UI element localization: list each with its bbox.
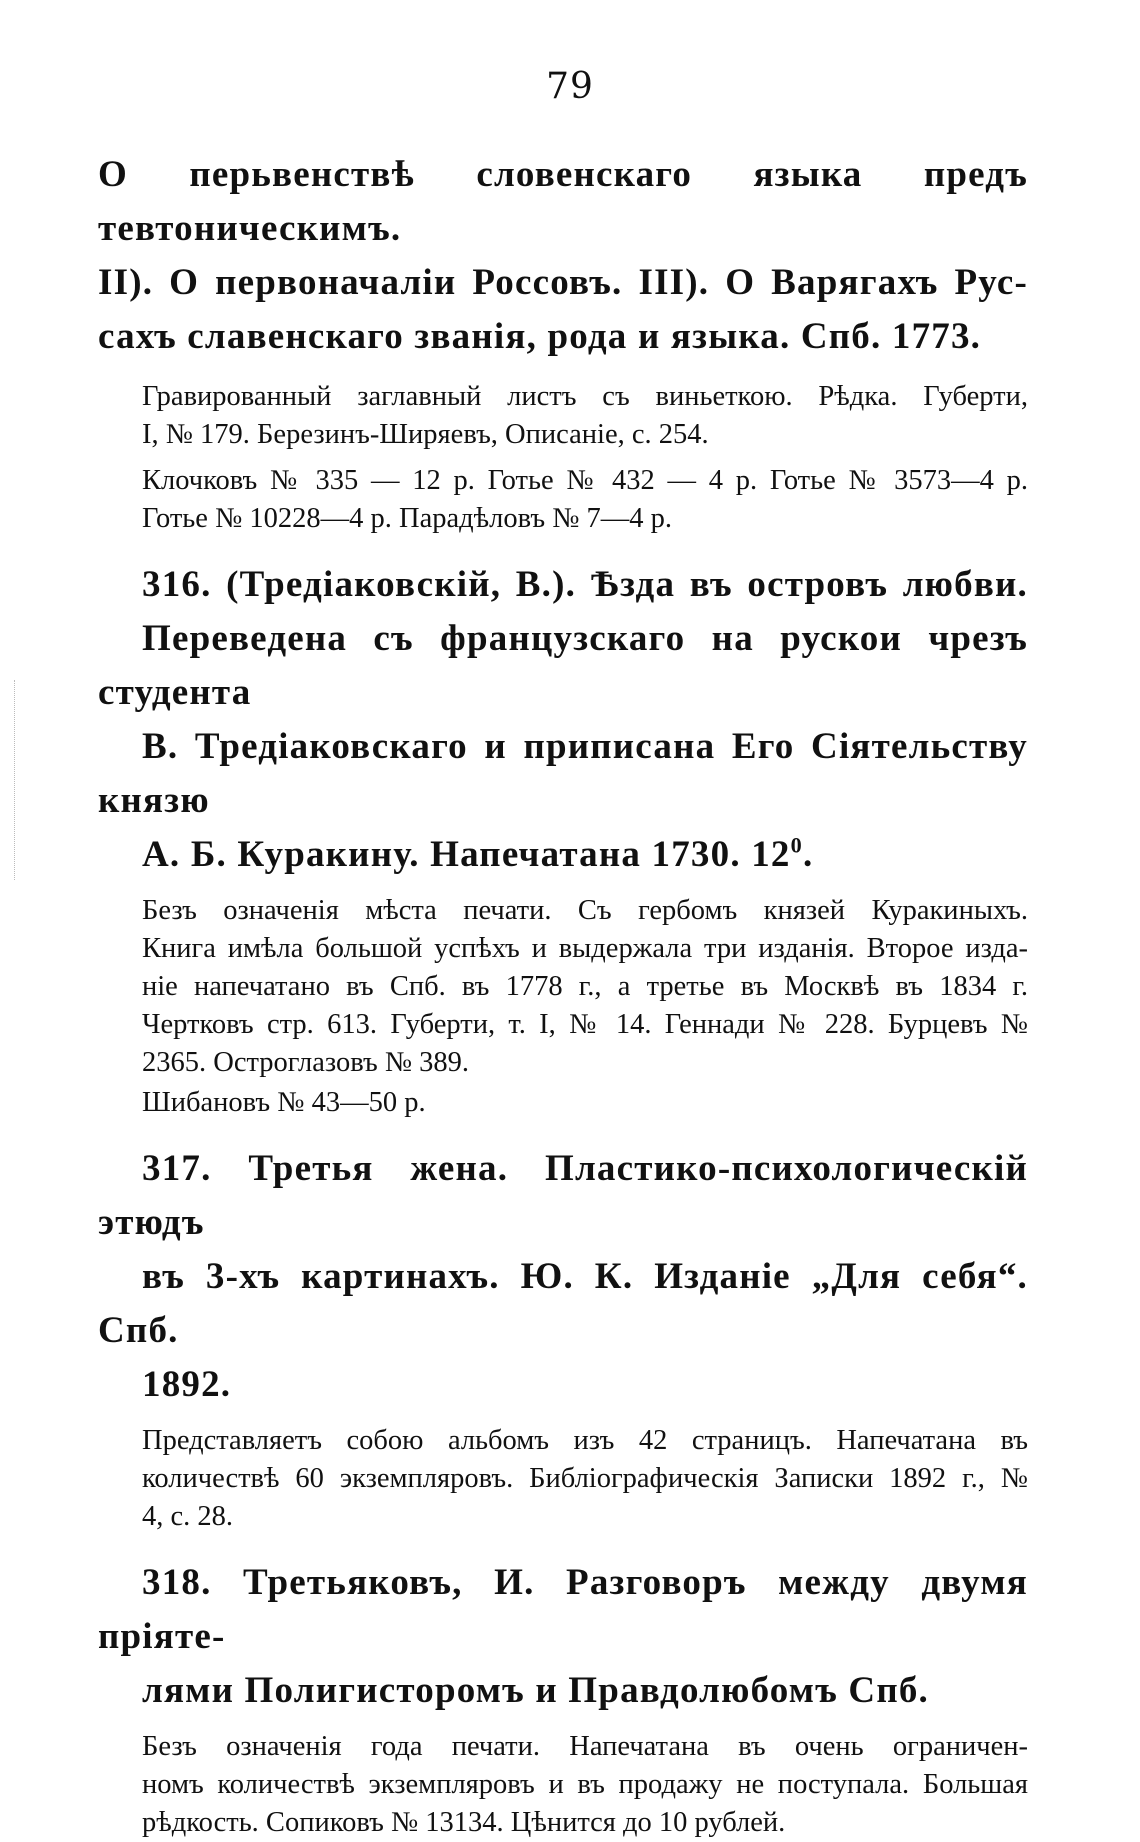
title-line: сахъ славенскаго званія, рода и языка. Спб. 1773. bbox=[98, 316, 982, 357]
entry-316 bbox=[98, 558, 1028, 1122]
title-line: въ 3-хъ картинахъ. Ю. К. Изданіе „Для себя“. Спб. bbox=[98, 1256, 1028, 1351]
entry-note bbox=[98, 378, 1028, 454]
title-line: II). О первоначаліи Россовъ. III). О Варягахъ Рус- bbox=[98, 262, 1028, 303]
entry-318 bbox=[98, 1556, 1028, 1842]
entry-note bbox=[98, 1728, 1028, 1842]
note-line: ніе напечатано въ Спб. въ 1778 г., а третье въ Москвѣ въ 1834 г. bbox=[142, 971, 1028, 1002]
entry-note bbox=[98, 892, 1028, 1082]
entry-title bbox=[98, 1556, 1028, 1718]
title-line: В. Тредіаковскаго и приписана Его Сіятельству князю bbox=[98, 726, 1028, 821]
note-line: I, № 179. Березинъ-Ширяевъ, Описаніе, с. 254. bbox=[142, 419, 709, 450]
title-line: лями Полигисторомъ и Правдолюбомъ Спб. bbox=[142, 1670, 930, 1711]
title-line: О перьвенствѣ словенскаго языка предъ тевтоническимъ. bbox=[98, 154, 1028, 249]
note-line: Готье № 10228—4 р. Парадѣловъ № 7—4 р. bbox=[142, 503, 673, 534]
format-superscript: 0 bbox=[790, 832, 803, 858]
page-content bbox=[98, 148, 1028, 1842]
title-line-text: А. Б. Куракину. Напечатана 1730. 12 bbox=[142, 834, 791, 875]
note-line: Представляетъ собою альбомъ изъ 42 страницъ. Напечатана въ bbox=[142, 1425, 1028, 1456]
title-line: Переведена съ французскаго на рускои чрезъ студента bbox=[98, 618, 1028, 713]
page-number: 79 bbox=[546, 66, 594, 107]
note-line: Книга имѣла большой успѣхъ и выдержала три изданія. Второе изда- bbox=[142, 933, 1028, 964]
note-line: Шибановъ № 43—50 р. bbox=[142, 1087, 426, 1118]
note-line: Чертковъ стр. 613. Губерти, т. I, № 14. Геннади № 228. Бурцевъ № bbox=[142, 1009, 1028, 1040]
entry-317 bbox=[98, 1142, 1028, 1536]
note-line: рѣдкость. Сопиковъ № 13134. Цѣнится до 10 рублей. bbox=[142, 1807, 786, 1838]
note-line: номъ количествѣ экземпляровъ и въ продажу не поступала. Большая bbox=[142, 1769, 1028, 1800]
title-line-final bbox=[98, 828, 1028, 882]
title-line: 318. Третьяковъ, И. Разговоръ между двумя пріяте- bbox=[98, 1562, 1028, 1657]
entry-title bbox=[98, 1142, 1028, 1412]
entry-title bbox=[98, 148, 1028, 364]
note-line: Гравированный заглавный листъ съ виньеткою. Рѣдка. Губерти, bbox=[142, 381, 1028, 412]
note-line: 4, с. 28. bbox=[142, 1501, 234, 1532]
note-line: Клочковъ № 335 — 12 р. Готье № 432 — 4 р. Готье № 3573—4 р. bbox=[142, 465, 1028, 496]
entry-315-continuation bbox=[98, 148, 1028, 538]
title-line: 317. Третья жена. Пластико-психологическій этюдъ bbox=[98, 1148, 1028, 1243]
title-line-end: . bbox=[802, 834, 814, 875]
note-line: 2365. Остроглазовъ № 389. bbox=[142, 1047, 470, 1078]
note-line: Безъ означенія мѣста печати. Съ гербомъ князей Куракиныхъ. bbox=[142, 895, 1028, 926]
entry-price-note bbox=[98, 462, 1028, 538]
entry-price-note bbox=[98, 1084, 1028, 1122]
entry-title bbox=[98, 558, 1028, 882]
entry-note bbox=[98, 1422, 1028, 1536]
note-line: Безъ означенія года печати. Напечатана въ очень ограничен- bbox=[142, 1731, 1028, 1762]
margin-scan-marks bbox=[14, 680, 17, 880]
title-line: 316. (Тредіаковскій, В.). Ѣзда въ островъ любви. bbox=[142, 564, 1028, 605]
note-line: количествѣ 60 экземпляровъ. Библіографическія Записки 1892 г., № bbox=[142, 1463, 1028, 1494]
title-line: 1892. bbox=[142, 1364, 232, 1405]
